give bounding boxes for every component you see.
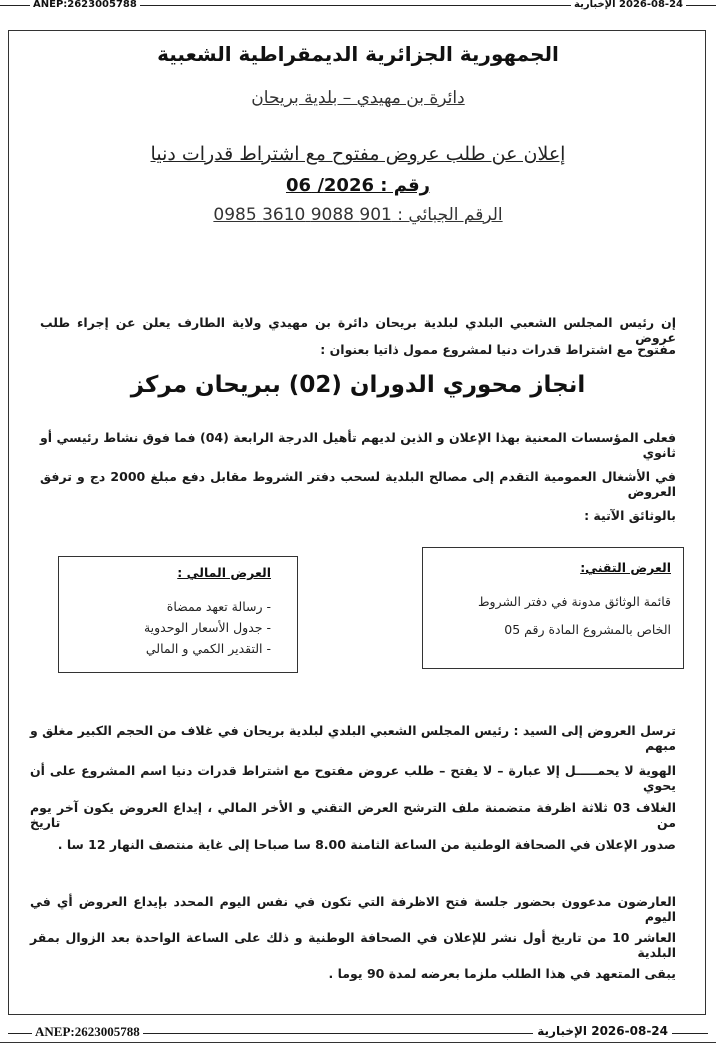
financial-offer-box [58, 556, 298, 673]
submission-line-4: صدور الإعلان في الصحافة الوطنية من الساعة الثامنة 8.00 سا صباحا إلى غاية منتصف النهار 12 سا . [57, 837, 676, 852]
technical-offer-line-1: قائمة الوثائق مدونة في دفتر الشروط [478, 594, 671, 609]
submission-line-3: الغلاف 03 ثلاثة اظرفة متضمنة ملف الترشح العرض التقني و الأخر المالي ، إيداع العروض يكون آخر يوم من تاريخ [30, 800, 676, 830]
tax-id: الرقم الجبائي : 901 9088 3610 0985 [213, 205, 503, 225]
opening-line-3: يبقى المتعهد في هذا الطلب ملزما بعرضه لمدة 90 يوما . [328, 966, 676, 981]
eligibility-line-2: في الأشغال العمومية التقدم إلى مصالح البلدية لسحب دفتر الشروط مقابل دفع مبلغ 2000 دج و ترفق العروض [40, 469, 676, 499]
municipality-line: دائرة بن مهيدي – بلدية بريحان [251, 88, 465, 108]
top-strip [0, 0, 716, 12]
financial-offer-heading: العرض المالي : [177, 565, 271, 580]
eligibility-line-3: بالوثائق الآتية : [584, 508, 676, 523]
footer-anep: ANEP:2623005788 [32, 1024, 143, 1040]
republic-heading: الجمهورية الجزائرية الديمقراطية الشعبية [157, 42, 559, 66]
top-anep: ANEP:2623005788 [30, 0, 140, 9]
footer-date: 2026-08-24 الإخبارية [533, 1024, 672, 1038]
opening-line-2: العاشر 10 من تاريخ أول نشر للإعلان في الصحافة الوطنية و ذلك على الساعة الواحدة بعد الزوال بمقر البلدية [30, 930, 676, 960]
financial-offer-item: - جدول الأسعار الوحدوية [143, 620, 271, 635]
submission-line-2: الهوية لا يحمـــــل إلا عبارة – لا يفتح – طلب عروض مفتوح مع اشتراط قدرات دنيا اسم المشروع على أن يحوي [30, 763, 676, 793]
top-date: 2026-08-24 الإخبارية [571, 0, 686, 9]
eligibility-line-1: فعلى المؤسسات المعنية بهذا الإعلان و الذين لديهم تأهيل الدرجة الرابعة (04) فما فوق نشاط رئيسي أو ثانوي [40, 430, 677, 460]
announcement-number: رقم : 2026/ 06 [285, 175, 430, 196]
financial-offer-item: - التقدير الكمي و المالي [145, 641, 271, 656]
submission-line-1: ترسل العروض إلى السيد : رئيس المجلس الشعبي البلدي لبلدية بريحان في غلاف من الحجم الكبير مغلق و مبهم [30, 723, 676, 753]
announcement-title: إعلان عن طلب عروض مفتوح مع اشتراط قدرات دنيا [150, 143, 566, 165]
technical-offer-heading: العرض التقني: [580, 560, 671, 575]
opening-line-1: العارضون مدعوون بحضور جلسة فتح الاظرفة التي تكون في نفس اليوم المحدد بإيداع العروض أي في اليوم [30, 894, 676, 924]
financial-offer-item: - رسالة تعهد ممضاة [166, 599, 271, 614]
intro-line-2: مفتوح مع اشتراط قدرات دنيا لمشروع ممول ذاتيا بعنوان : [320, 342, 676, 357]
intro-line-1: إن رئيس المجلس الشعبي البلدي لبلدية بريحان دائرة بن مهيدي ولاية الطارف يعلن عن إجراء طلب عروض [40, 315, 676, 345]
project-title: انجاز محوري الدوران (02) ببريحان مركز [130, 372, 586, 398]
technical-offer-box [422, 547, 684, 669]
footer [0, 1024, 716, 1048]
technical-offer-line-2: الخاص بالمشروع المادة رقم 05 [504, 622, 671, 637]
bottom-rule [0, 1042, 716, 1043]
